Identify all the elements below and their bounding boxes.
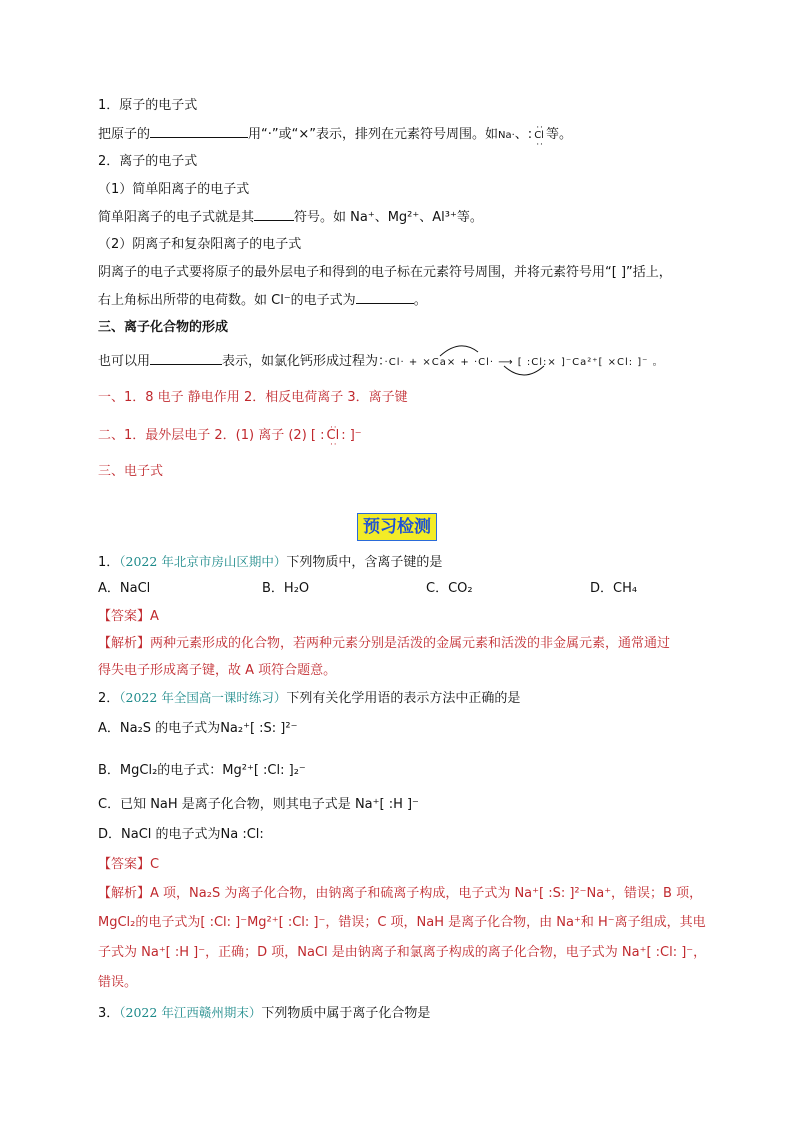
answer-label: 【答案】 xyxy=(98,857,151,872)
separator: 、 xyxy=(514,127,528,142)
option-a[interactable]: A．NaCl xyxy=(98,581,151,596)
option-d[interactable]: D．CH₄ xyxy=(590,581,638,596)
question-text: 下列有关化学用语的表示方法中正确的是 xyxy=(286,691,521,706)
paragraph-atom-formula: 把原子的 用“·”或“×”表示，排列在元素符号周围。如Na·、:· · Cl · · 等。 xyxy=(98,125,572,145)
question-1-options xyxy=(98,580,637,598)
option-text: D．NaCl 的电子式为 xyxy=(98,827,221,842)
heading-ion-electron-formula: 2．离子的电子式 xyxy=(98,154,198,169)
question-source: （2022 年江西赣州期末） xyxy=(119,1005,262,1020)
question-number: 2． xyxy=(98,691,120,706)
analysis-label: 【解析】 xyxy=(98,886,151,901)
text: 二、1．最外层电子 2．(1) 离子 (2) [ : xyxy=(98,428,325,443)
question-text: 下列物质中，含离子键的是 xyxy=(286,555,443,570)
cl-electron-dots: · · Cl · · xyxy=(532,127,546,145)
subheading-anion: （2）阴离子和复杂阳离子的电子式 xyxy=(98,237,302,252)
nacl-electron-formula: Na :Cl: xyxy=(220,827,264,842)
text: 符号。如 Na⁺、Mg²⁺、Al³⁺等。 xyxy=(294,210,483,225)
electron-transfer-arrows xyxy=(0,0,794,400)
option-b[interactable]: B．H₂O xyxy=(262,581,310,596)
answer-part1: 一、1．8 电子 静电作用 2．相反电荷离子 3．离子键 xyxy=(98,390,408,405)
question-3-stem xyxy=(98,1004,430,1023)
question-number: 1． xyxy=(98,555,120,570)
question-2-option-b[interactable] xyxy=(98,762,306,780)
text: 把原子的 xyxy=(98,127,151,142)
question-1-answer xyxy=(98,608,159,626)
option-text: B．MgCl₂的电子式： xyxy=(98,763,223,778)
question-number: 3． xyxy=(98,1006,120,1021)
analysis-text: 两种元素形成的化合物，若两种元素分别是活泼的金属元素和活泼的非金属元素，通常通过 xyxy=(150,636,671,651)
question-2-option-a[interactable] xyxy=(98,720,297,738)
answer-value: A xyxy=(150,609,159,624)
answer-part2 xyxy=(98,427,362,445)
text: 右上角标出所带的电荷数。如 Cl⁻的电子式为 xyxy=(98,293,356,308)
question-1-analysis-line2: 得失电子形成离子键，故 A 项符合题意。 xyxy=(98,663,337,678)
question-2-analysis-line4: 错误。 xyxy=(98,975,138,990)
question-1-stem xyxy=(98,553,442,572)
question-2-option-d[interactable] xyxy=(98,826,264,844)
question-text: 下列物质中属于离子化合物是 xyxy=(261,1006,431,1021)
cacl2-formation-formula: ·Cl· + ×Ca× + ·Cl· ⟶ [ :Cl:× ]⁻Ca²⁺[ ×Cl: ]⁻ 。 xyxy=(384,357,664,368)
mgcl2-electron-formula: Mg²⁺[ :Cl: ]₂⁻ xyxy=(222,763,306,778)
heading-atom-electron-formula: 1．原子的电子式 xyxy=(98,98,198,113)
text: 用“·”或“×”表示，排列在元素符号周围。如 xyxy=(248,127,498,142)
question-2-option-c[interactable]: C．已知 NaH 是离子化合物，则其电子式是 Na⁺[ :H ]⁻ xyxy=(98,797,419,812)
option-c[interactable]: C．CO₂ xyxy=(426,581,473,596)
question-2-analysis-line3: 子式为 Na⁺[ :H ]⁻，正确；D 项，NaCl 是由钠离子和氯离子构成的离子化合物，电子式为 Na⁺[ :Cl: ]⁻， xyxy=(98,945,707,960)
text: 。 xyxy=(413,293,427,308)
cl-electron-dots: · · Cl · · xyxy=(325,427,342,445)
analysis-label: 【解析】 xyxy=(98,636,151,651)
question-2-analysis-line2: MgCl₂的电子式为[ :Cl: ]⁻Mg²⁺[ :Cl: ]⁻，错误；C 项，NaH 是离子化合物，由 Na⁺和 H⁻离子组成，其电 xyxy=(98,915,706,930)
subheading-simple-cation: （1）简单阳离子的电子式 xyxy=(98,182,250,197)
analysis-text: A 项，Na₂S 为离子化合物，由钠离子和硫离子构成，电子式为 Na⁺[ :S: ]²⁻Na⁺，错误；B 项， xyxy=(150,886,703,901)
question-2-stem xyxy=(98,689,520,708)
question-1-analysis-line1 xyxy=(98,635,670,653)
answer-value: C xyxy=(150,857,160,872)
question-source: （2022 年全国高一课时练习） xyxy=(119,690,287,705)
heading-ionic-compound-formation: 三、离子化合物的形成 xyxy=(98,320,229,335)
answer-label: 【答案】 xyxy=(98,609,151,624)
text: 也可以用 xyxy=(98,354,151,369)
paragraph-anion-line1: 阴离子的电子式要将原子的最外层电子和得到的电子标在元素符号周围，并将元素符号用“[ ]”括上， xyxy=(98,265,672,280)
option-text: A．Na₂S 的电子式为 xyxy=(98,721,221,736)
question-2-answer xyxy=(98,856,159,874)
text: 表示，如氯化钙形成过程为： xyxy=(222,354,385,369)
preview-check-badge: 预习检测 xyxy=(357,513,437,541)
na-dot-formula: Na· xyxy=(497,130,515,141)
question-2-analysis-line1 xyxy=(98,885,702,903)
na2s-electron-formula: Na₂⁺[ :S: ]²⁻ xyxy=(220,721,298,736)
question-source: （2022 年北京市房山区期中） xyxy=(119,554,287,569)
answer-part3: 三、电子式 xyxy=(98,464,164,479)
text: 简单阳离子的电子式就是其 xyxy=(98,210,255,225)
text: : ]⁻ xyxy=(341,428,362,443)
text: 等。 xyxy=(545,127,572,142)
